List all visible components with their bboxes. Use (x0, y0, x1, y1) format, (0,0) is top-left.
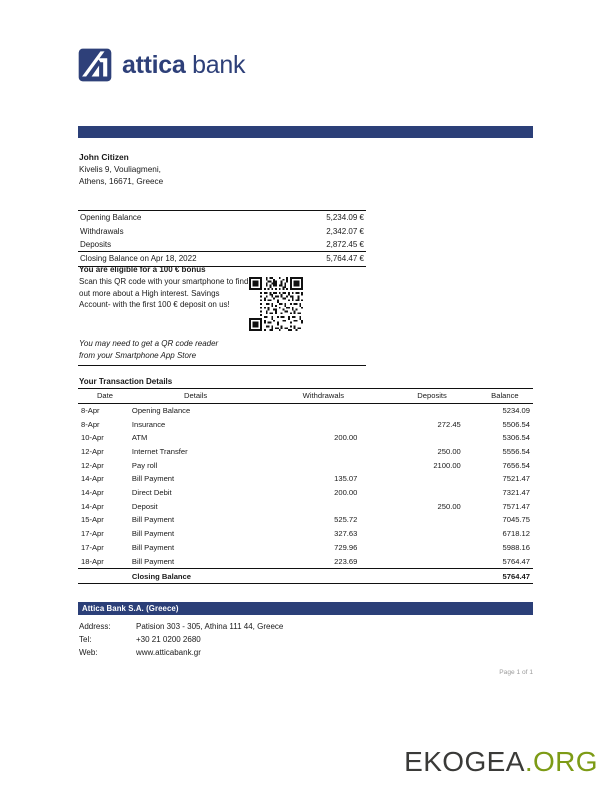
table-row (78, 445, 533, 459)
attica-bank-logo-icon (78, 48, 112, 82)
qr-reader-note-line-1: You may need to get a QR code reader (79, 339, 219, 348)
bank-logo (78, 48, 245, 82)
cell-deposits (387, 568, 476, 584)
cell-date: 18-Apr (81, 556, 104, 566)
cell-date: 14-Apr (81, 501, 104, 511)
footer-row-address (79, 620, 283, 633)
cell-date: 15-Apr (81, 515, 104, 525)
cell-details: Bill Payment (131, 515, 175, 525)
column-header-balance: Balance (477, 389, 533, 404)
customer-name: John Citizen (79, 152, 129, 162)
summary-label: Withdrawals (80, 226, 124, 236)
table-row (78, 513, 533, 527)
footer-label-web: Web: (79, 648, 98, 658)
cell-withdrawals: 327.63 (334, 529, 358, 539)
table-row (78, 486, 533, 500)
cell-date: 17-Apr (81, 529, 104, 539)
cell-deposits (387, 472, 476, 486)
cell-withdrawals: 135.07 (334, 474, 358, 484)
cell-balance: 5556.54 (502, 447, 530, 456)
footer-bank-bar (78, 602, 533, 615)
cell-balance: 7571.47 (502, 501, 530, 511)
logo-word-attica: attica (122, 50, 186, 79)
cell-details: Pay roll (131, 460, 158, 470)
cell-withdrawals: 200.00 (334, 488, 358, 498)
cell-deposits (387, 403, 476, 417)
cell-withdrawals (259, 403, 387, 417)
cell-balance: 7321.47 (502, 488, 530, 498)
header-accent-bar (78, 126, 533, 138)
cell-details: Bill Payment (131, 542, 175, 552)
summary-label: Opening Balance (78, 211, 291, 225)
cell-deposits (387, 513, 476, 527)
cell-balance: 5306.54 (502, 433, 530, 443)
table-row (78, 472, 533, 486)
summary-row (78, 224, 366, 237)
bonus-copy: Scan this QR code with your smartphone to find out more about a High interest. Savings Account- with the first 100 € deposit on us! (79, 277, 249, 309)
cell-details: Direct Debit (131, 488, 172, 498)
cell-date: 12-Apr (81, 460, 104, 470)
summary-amount: 2,872.45 € (326, 239, 364, 249)
column-header-deposits: Deposits (387, 389, 476, 404)
watermark-name: EKOGEA (404, 746, 525, 777)
qr-code-icon (249, 277, 303, 331)
cell-withdrawals: 200.00 (334, 433, 358, 443)
customer-address-line-2: Athens, 16671, Greece (79, 177, 164, 186)
logo-word-bank: bank (185, 50, 246, 79)
summary-label: Deposits (80, 239, 112, 249)
footer-value-address: Patision 303 - 305, Athina 111 44, Greece (136, 622, 284, 631)
table-row (78, 458, 533, 472)
footer-label-tel: Tel: (79, 635, 92, 645)
cell-withdrawals: 729.96 (334, 542, 358, 552)
cell-withdrawals (259, 458, 387, 472)
footer-value-tel: +30 21 0200 2680 (136, 635, 201, 645)
summary-amount: 5,234.09 € (291, 211, 366, 225)
cell-details: Opening Balance (131, 405, 191, 415)
footer-row-web (79, 646, 283, 659)
cell-date: 10-Apr (81, 433, 104, 443)
cell-deposits: 2100.00 (433, 460, 461, 470)
cell-date: 8-Apr (81, 419, 100, 429)
cell-deposits (387, 431, 476, 445)
cell-deposits: 250.00 (437, 501, 461, 511)
cell-date: 12-Apr (81, 447, 104, 456)
table-row (78, 417, 533, 431)
transactions-table (78, 388, 533, 584)
summary-row (78, 211, 366, 225)
section-divider (78, 365, 366, 366)
footer-row-tel (79, 633, 283, 646)
customer-address-line-1: Kivelis 9, Vouliagmeni, (79, 164, 161, 174)
cell-balance: 7521.47 (502, 474, 530, 484)
footer-label-address: Address: (79, 622, 111, 631)
cell-date: 14-Apr (81, 474, 104, 484)
cell-withdrawals (259, 499, 387, 513)
column-header-details: Details (132, 389, 259, 404)
balance-summary-table (78, 210, 366, 267)
column-header-withdrawals: Withdrawals (259, 389, 387, 404)
cell-deposits: 250.00 (437, 447, 461, 456)
qr-reader-note-line-2: from your Smartphone App Store (79, 350, 197, 360)
summary-closing-label: Closing Balance on Apr 18, 2022 (78, 252, 291, 266)
cell-date (78, 568, 132, 584)
customer-address-block (79, 151, 163, 189)
footer-bank-title: Attica Bank S.A. (Greece) (82, 604, 179, 614)
cell-withdrawals (259, 568, 387, 584)
cell-details: ATM (131, 433, 148, 443)
cell-deposits (387, 554, 476, 568)
cell-balance: 7656.54 (502, 460, 530, 470)
cell-deposits: 272.45 (437, 419, 461, 429)
bank-logo-text (122, 50, 246, 79)
cell-details: Bill Payment (131, 474, 175, 484)
cell-details: Deposit (131, 501, 158, 511)
cell-withdrawals (259, 417, 387, 431)
cell-details: Insurance (131, 419, 166, 429)
cell-deposits (387, 540, 476, 554)
cell-deposits (387, 486, 476, 500)
bonus-title: You are eligible for a 100 € bonus (79, 265, 206, 274)
table-row (78, 403, 533, 417)
summary-amount: 2,342.07 € (326, 226, 364, 236)
cell-date: 8-Apr (81, 405, 100, 415)
cell-details: Bill Payment (131, 556, 175, 566)
cell-details: Bill Payment (131, 529, 175, 539)
table-row (78, 499, 533, 513)
watermark-tld: .ORG (524, 746, 598, 777)
transactions-title: Your Transaction Details (79, 377, 173, 386)
cell-withdrawals: 223.69 (334, 556, 358, 566)
summary-row (78, 238, 366, 252)
cell-details: Internet Transfer (131, 447, 188, 456)
cell-deposits (387, 527, 476, 541)
page-number: Page 1 of 1 (499, 669, 533, 676)
cell-balance: 5234.09 (502, 405, 530, 415)
ekogea-watermark (404, 748, 598, 776)
cell-withdrawals (259, 445, 387, 459)
summary-closing-row (78, 252, 366, 266)
transactions-header-row (78, 389, 533, 404)
qr-reader-note (79, 338, 218, 361)
table-row (78, 540, 533, 554)
footer-contact-block (79, 620, 283, 660)
column-header-date: Date (78, 389, 132, 404)
table-row (78, 527, 533, 541)
summary-closing-amount: 5,764.47 € (291, 252, 366, 266)
table-row (78, 554, 533, 568)
cell-balance: 5764.47 (477, 568, 533, 584)
cell-balance: 7045.75 (502, 515, 530, 525)
cell-date: 14-Apr (81, 488, 104, 498)
cell-balance: 5506.54 (502, 419, 530, 429)
cell-withdrawals: 525.72 (334, 515, 358, 525)
footer-value-web[interactable]: www.atticabank.gr (136, 648, 201, 658)
cell-balance: 6718.12 (502, 529, 530, 539)
cell-date: 17-Apr (81, 542, 104, 552)
cell-details: Closing Balance (132, 568, 259, 584)
cell-balance: 5764.47 (502, 556, 530, 566)
table-row (78, 431, 533, 445)
closing-balance-row (78, 568, 533, 584)
cell-balance: 5988.16 (502, 542, 530, 552)
